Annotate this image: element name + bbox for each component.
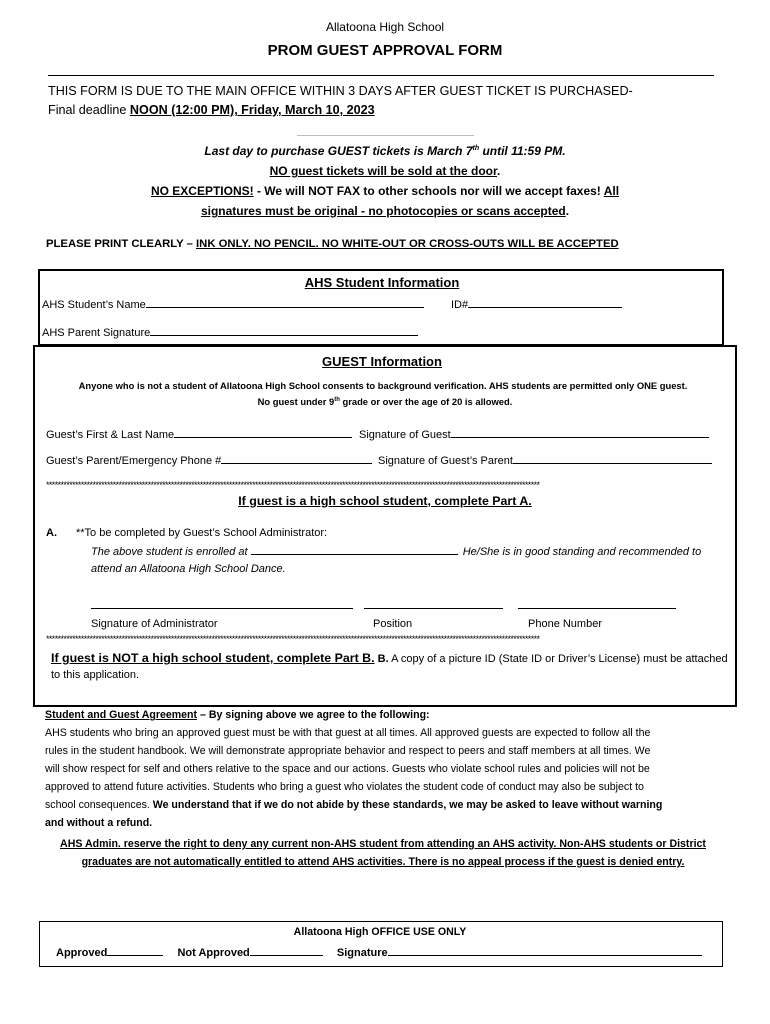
student-info-heading: AHS Student Information [304, 275, 460, 290]
admin-rights-line-2: graduates are not automatically entitled to attend AHS activities. There is no appeal process if the guest is denied entry. [81, 856, 685, 868]
print-clearly-pre: PLEASE PRINT CLEARLY – [46, 238, 197, 250]
office-signature-label: Signature [336, 947, 388, 959]
agreement-heading-row [45, 709, 430, 721]
guest-info-heading: GUEST Information [322, 354, 442, 369]
student-id-label: ID# [451, 299, 469, 311]
guest-signature-row [359, 427, 709, 441]
form-title: PROM GUEST APPROVAL FORM [267, 42, 503, 59]
part-b-text: A copy of a picture ID (State ID or Driver’s License) must be attached [388, 653, 728, 665]
enrolled-pre: The above student is enrolled at [91, 546, 248, 558]
print-clearly-rules: INK ONLY. NO PENCIL. NO WHITE-OUT OR CROSS-OUTS WILL BE ACCEPTED [196, 238, 619, 250]
agreement-line: approved to attend future activities. Students who bring a guest who violates the student code of conduct may also be subject to [45, 781, 644, 793]
no-exceptions-notice [0, 184, 770, 198]
part-a-heading: If guest is a high school student, complete Part A. [238, 494, 532, 508]
all-word: All [603, 184, 620, 198]
phone-number-field[interactable] [518, 608, 676, 609]
consent-text: Anyone who is not a student of Allatoona High School consents to background verification. AHS students are permitted only ONE guest. [78, 380, 688, 391]
agreement-line: AHS students who bring an approved guest must be with that guest at all times. All approved guests are expected to follow all the [45, 727, 651, 739]
guest-phone-field[interactable] [221, 453, 372, 464]
part-a-letter: A. [46, 527, 57, 539]
age-rule [0, 396, 770, 407]
agreement-heading: Student and Guest Agreement [45, 709, 198, 721]
deadline [48, 103, 375, 117]
stars-divider-1: ************************************************************************************************************************************************************************** [46, 480, 540, 490]
guest-parent-signature-label: Signature of Guest’s Parent [378, 455, 513, 467]
no-door-text: NO guest tickets will be sold at the door [269, 164, 498, 178]
age-pre: No guest under 9 [257, 396, 335, 407]
approved-label: Approved [56, 947, 108, 959]
approved-field[interactable] [107, 945, 163, 956]
header-rule [48, 75, 714, 76]
admin-signature-label: Signature of Administrator [91, 618, 218, 630]
last-day-sup: th [472, 145, 480, 152]
age-sup: th [334, 396, 340, 403]
part-a-instruction: **To be completed by Guest’s School Administrator: [76, 527, 328, 539]
agreement-body [45, 724, 662, 832]
enrolled-post: . He/She is in good standing and recommended to [456, 546, 702, 558]
divider [297, 135, 474, 136]
due-notice: THIS FORM IS DUE TO THE MAIN OFFICE WITHIN 3 DAYS AFTER GUEST TICKET IS PURCHASED- [48, 84, 633, 98]
part-b-row [51, 651, 728, 665]
guest-name-row [46, 427, 352, 441]
admin-rights-line-1: AHS Admin. reserve the right to deny any current non-AHS student from attending an AHS activity. Non-AHS students or District [60, 838, 706, 850]
signatures-end: . [565, 204, 570, 218]
agreement-heading-post: – By signing above we agree to the following: [197, 709, 430, 721]
part-b-heading: If guest is NOT a high school student, complete Part B. [51, 651, 375, 665]
signatures-text: signatures must be original - no photocopies or scans accepted [200, 204, 566, 218]
agreement-line5-pre: school consequences. [45, 799, 153, 811]
signatures-notice [0, 204, 770, 218]
office-signature-field[interactable] [388, 945, 702, 956]
student-id-field[interactable] [468, 297, 622, 308]
school-enrolled-field[interactable] [251, 544, 457, 555]
no-fax: - We will NOT FAX to other schools nor will we accept faxes! [253, 184, 604, 198]
agreement-line [45, 796, 662, 814]
no-exceptions: NO EXCEPTIONS! [150, 184, 254, 198]
guest-signature-field[interactable] [451, 427, 709, 438]
agreement-line: rules in the student handbook. We will demonstrate appropriate behavior and respect to peers and staff members at all times. We [45, 745, 651, 757]
parent-signature-row [42, 325, 418, 339]
student-name-row [42, 297, 424, 311]
guest-name-label: Guest’s First & Last Name [46, 429, 175, 441]
position-label: Position [373, 618, 413, 630]
student-name-label: AHS Student’s Name [42, 299, 146, 311]
print-clearly-notice [46, 238, 619, 250]
parent-signature-field[interactable] [150, 325, 418, 336]
no-door-end: . [497, 164, 501, 178]
guest-parent-signature-row [378, 453, 712, 467]
school-name: Allatoona High School [325, 20, 445, 34]
part-b-line-2: to this application. [51, 669, 140, 681]
enrolled-row [91, 544, 701, 558]
last-day-notice [0, 144, 770, 158]
phone-number-label: Phone Number [528, 618, 602, 630]
stars-divider-2: ************************************************************************************************************************************************************************** [46, 634, 540, 644]
guest-phone-row [46, 453, 372, 467]
guest-parent-signature-field[interactable] [513, 453, 712, 464]
agreement-line: will show respect for self and others relative to the space and our actions. Guests who violate school rules and policies will not be [45, 763, 650, 775]
parent-signature-label: AHS Parent Signature [42, 327, 151, 339]
agreement-line: and without a refund. [45, 817, 153, 829]
no-door-notice [0, 164, 770, 178]
last-day-post: until 11:59 PM. [479, 144, 566, 158]
deadline-prefix: Final deadline [48, 103, 130, 117]
guest-phone-label: Guest’s Parent/Emergency Phone # [46, 455, 222, 467]
guest-signature-label: Signature of Guest [359, 429, 451, 441]
student-name-field[interactable] [146, 297, 424, 308]
age-post: grade or over the age of 20 is allowed. [339, 396, 513, 407]
part-b-letter: B. [374, 653, 389, 665]
not-approved-label: Not Approved [177, 947, 250, 959]
position-field[interactable] [364, 608, 503, 609]
guest-name-field[interactable] [174, 427, 352, 438]
admin-signature-field[interactable] [91, 608, 353, 609]
agreement-line5-bold: We understand that if we do not abide by these standards, we may be asked to leave without warning [152, 799, 663, 811]
office-use-heading: Allatoona High OFFICE USE ONLY [293, 926, 467, 938]
enrolled-line-2: attend an Allatoona High School Dance. [91, 563, 286, 575]
office-use-row [56, 945, 702, 959]
student-id-row [451, 297, 622, 311]
deadline-date: NOON (12:00 PM), Friday, March 10, 2023 [129, 103, 375, 117]
not-approved-field[interactable] [250, 945, 323, 956]
last-day-pre: Last day to purchase GUEST tickets is March 7 [204, 144, 473, 158]
